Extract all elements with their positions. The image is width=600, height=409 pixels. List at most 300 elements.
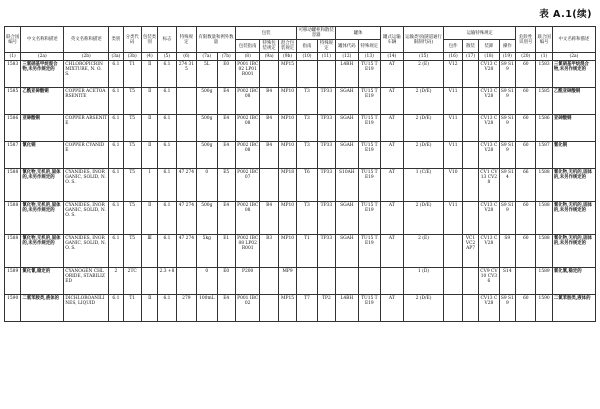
cell-packing-class: Ⅱ — [141, 115, 157, 142]
cell-un-no: 1588 — [536, 202, 552, 235]
cell-transport-category: 1 (C/E) — [403, 169, 444, 202]
cell-class: 2 — [109, 268, 123, 295]
cell-tank-code: L4BH — [336, 61, 358, 88]
header-hazard-id: 危险性识别号 — [516, 27, 536, 53]
cell-transport-category: 2 (E) — [403, 61, 444, 88]
header-mixed: 混合包装规定 — [278, 40, 296, 53]
cell-cn-name: 乙酰亚砷酸铜 — [21, 88, 64, 115]
cell-excepted-qty: E4 — [217, 115, 235, 142]
cell-cn-name: 乙酰亚砷酸铜 — [552, 88, 595, 115]
cell-special-loading: CV9 CV10 CV36 — [479, 268, 499, 295]
column-number-cell: (2a) — [552, 53, 595, 61]
cell-label: 6.1 — [158, 88, 176, 115]
cell-special-packages — [444, 295, 462, 322]
header-packing-class: 包装类别 — [141, 27, 157, 53]
cell-mixed-packing: MP10 — [278, 202, 296, 235]
cell-special-packages: V11 — [444, 88, 462, 115]
cell-vehicle: AT — [381, 142, 403, 169]
cell-tank-code: L4BH — [336, 295, 358, 322]
cell-packing-special: B4 — [260, 142, 278, 169]
cell-packing-instr: P002 IBC07 — [235, 169, 260, 202]
header-cn-name-2: 中文名称和描述 — [552, 27, 595, 53]
cell-portable-instr: T7 — [297, 295, 317, 322]
cell-special-packages: V12 — [444, 61, 462, 88]
cell-portable-instr: T3 — [297, 88, 317, 115]
column-number-row — [5, 53, 596, 61]
cell-class: 6.1 — [109, 115, 123, 142]
header-pt-special: 特殊规定 — [317, 40, 335, 53]
cell-special-packages — [444, 268, 462, 295]
cell-special-bulk — [462, 202, 478, 235]
cell-excepted-qty: E5 — [217, 169, 235, 202]
cell-special-provisions — [176, 88, 196, 115]
cell-packing-instr: P002 IBC08 LP02 R001 — [235, 235, 260, 268]
cell-special-loading: CV13 CV28 — [479, 115, 499, 142]
cell-label: 6.1 — [158, 202, 176, 235]
cell-un-no: 1586 — [536, 115, 552, 142]
cell-un-no: 1589 — [5, 268, 21, 295]
cell-class-code: T5 — [123, 88, 141, 115]
header-special: 特殊规定 — [176, 27, 196, 53]
cell-class: 6.1 — [109, 169, 123, 202]
column-number-cell: (16) — [444, 53, 462, 61]
cell-un-no: 1590 — [5, 295, 21, 322]
cell-transport-category: 2 (D/E) — [403, 142, 444, 169]
cell-class-code: 2TC — [123, 268, 141, 295]
cell-mixed-packing: MP9 — [278, 268, 296, 295]
header-ts-load: 装卸 — [479, 40, 499, 53]
cell-cn-name: 亚砷酸铜 — [21, 115, 64, 142]
cell-class-code: T5 — [123, 235, 141, 268]
cell-special-provisions — [176, 142, 196, 169]
cell-special-packages: V11 — [444, 202, 462, 235]
cell-un-no: 1588 — [536, 235, 552, 268]
cell-tank-code: SGAH — [336, 235, 358, 268]
cell-special-operation: S9 S19 — [499, 115, 515, 142]
cell-un-no: 1587 — [536, 142, 552, 169]
cell-packing-class: Ⅰ — [141, 169, 157, 202]
cell-cn-name: 氰化物,无机的,固体的,未另作规定的 — [21, 235, 64, 268]
column-number-cell: (1) — [536, 53, 552, 61]
cell-portable-special: TP33 — [317, 142, 335, 169]
cell-special-bulk — [462, 61, 478, 88]
column-number-cell: (8) — [235, 53, 260, 61]
cell-vehicle: AT — [381, 115, 403, 142]
cell-en-name: COPPER ACETOARSENITE — [64, 88, 109, 115]
cell-tank-special: TU15 TE19 — [358, 295, 381, 322]
cell-portable-instr: T6 — [297, 169, 317, 202]
cell-en-name: DICHLOROANILINES, LIQUID — [64, 295, 109, 322]
cell-limited-qty: 500g — [197, 88, 217, 115]
cell-limited-qty: 0 — [197, 268, 217, 295]
cell-un-no: 1583 — [5, 61, 21, 88]
cell-un-no: 1588 — [5, 169, 21, 202]
cell-en-name: CYANIDES, INORGANIC, SOLID, N. O. S. — [64, 202, 109, 235]
cell-packing-instr: P200 — [235, 268, 260, 295]
cell-mixed-packing: MP15 — [278, 61, 296, 88]
cell-special-loading: CV13 CV28 — [479, 142, 499, 169]
header-en-name: 英文名称和描述 — [64, 27, 109, 53]
cell-limited-qty: 500g — [197, 115, 217, 142]
header-pk-instr: 包装指南 — [235, 40, 260, 53]
table-row — [5, 61, 596, 88]
table-header — [5, 27, 596, 53]
cell-packing-instr: P001 IBC02 LP01 R001 — [235, 61, 260, 88]
cell-portable-instr: T3 — [297, 202, 317, 235]
column-number-cell: (12) — [336, 53, 358, 61]
cell-en-name: CYANIDES, INORGANIC, SOLID, N. O. S. — [64, 169, 109, 202]
cell-un-no: 1590 — [536, 295, 552, 322]
header-vehicle: 罐式运输车辆 — [381, 27, 403, 53]
cell-class-code: T5 — [123, 142, 141, 169]
cell-packing-class: Ⅱ — [141, 88, 157, 115]
cell-mixed-packing: MP10 — [278, 142, 296, 169]
cell-packing-class: Ⅱ — [141, 295, 157, 322]
cell-tank-code: S10AH — [336, 169, 358, 202]
cell-special-packages: V11 — [444, 142, 462, 169]
cell-label: 6.1 — [158, 115, 176, 142]
cell-packing-special — [260, 295, 278, 322]
cell-portable-instr: T3 — [297, 115, 317, 142]
header-limited-qty: 有限数量和例外数量 — [197, 27, 236, 53]
cell-special-bulk — [462, 169, 478, 202]
column-number-cell: (17) — [462, 53, 478, 61]
cell-transport-category: 2 (E) — [403, 235, 444, 268]
cell-tank-special — [358, 268, 381, 295]
cell-special-operation: S14 — [499, 268, 515, 295]
cell-cn-name: 氯化氰,稳定的 — [21, 268, 64, 295]
cell-special-provisions: 279 — [176, 295, 196, 322]
cell-tank-code: SGAH — [336, 115, 358, 142]
cell-packing-instr: P002 IBC08 — [235, 142, 260, 169]
cell-special-bulk — [462, 142, 478, 169]
cell-hazard-id: 60 — [516, 235, 536, 268]
header-label: 标志 — [158, 27, 176, 53]
cell-special-provisions: 47 274 — [176, 169, 196, 202]
cell-packing-instr: P002 IBC08 — [235, 115, 260, 142]
cell-excepted-qty: E0 — [217, 268, 235, 295]
column-number-cell: (15) — [403, 53, 444, 61]
cell-packing-class — [141, 268, 157, 295]
cell-tank-code: SGAH — [336, 142, 358, 169]
cell-un-no: 1588 — [5, 235, 21, 268]
cell-label: 6.1 — [158, 169, 176, 202]
cell-tank-special: TU15 TE19 — [358, 61, 381, 88]
cell-label: 6.1 — [158, 295, 176, 322]
cell-tank-code — [336, 268, 358, 295]
cell-special-packages: V10 — [444, 169, 462, 202]
column-number-cell: (11) — [317, 53, 335, 61]
cell-limited-qty: 5kg — [197, 235, 217, 268]
cell-packing-class: Ⅱ — [141, 202, 157, 235]
cell-special-loading: CV13 CV28 — [479, 295, 499, 322]
table-title: 表 A.1(续) — [539, 9, 592, 20]
header-cn-name: 中文名称和描述 — [21, 27, 64, 53]
cell-class: 6.1 — [109, 61, 123, 88]
cell-excepted-qty: E4 — [217, 142, 235, 169]
cell-portable-instr — [297, 61, 317, 88]
header-pk-special: 特殊包装规定 — [260, 40, 278, 53]
cell-un-no: 1585 — [5, 88, 21, 115]
column-number-cell: (1) — [5, 53, 21, 61]
cell-mixed-packing: MP18 — [278, 169, 296, 202]
cell-packing-class: Ⅲ — [141, 235, 157, 268]
cell-excepted-qty: E0 — [217, 61, 235, 88]
cell-en-name: CYANIDES, INORGANIC, SOLID, N. O. S. — [64, 235, 109, 268]
header-class: 类别 — [109, 27, 123, 53]
column-number-cell: (3b) — [123, 53, 141, 61]
cell-packing-special: B3 — [260, 235, 278, 268]
cell-portable-special: TP33 — [317, 169, 335, 202]
cell-cn-name: 氯化氰,稳定的 — [552, 268, 595, 295]
cell-tank-code: SGAH — [336, 202, 358, 235]
cell-un-no: 1589 — [536, 268, 552, 295]
cell-excepted-qty: E1 — [217, 235, 235, 268]
cell-cn-name: 氰化铜 — [552, 142, 595, 169]
cell-packing-instr: P001 IBC02 — [235, 295, 260, 322]
cell-mixed-packing: MP15 — [278, 295, 296, 322]
cell-excepted-qty: E4 — [217, 202, 235, 235]
cell-special-loading: CV13 CV28 — [479, 61, 499, 88]
table-row — [5, 268, 596, 295]
cell-portable-special — [317, 61, 335, 88]
cell-packing-special: B4 — [260, 115, 278, 142]
cell-cn-name: 氰化物,无机的,固体的,未另作规定的 — [552, 169, 595, 202]
cell-tank-special: TU15 TE19 — [358, 115, 381, 142]
table-row — [5, 295, 596, 322]
cell-excepted-qty: E4 — [217, 295, 235, 322]
cell-vehicle: AT — [381, 202, 403, 235]
table-row — [5, 115, 596, 142]
cell-special-loading: CV1 CV13 CV28 — [479, 169, 499, 202]
cell-portable-instr: T3 — [297, 142, 317, 169]
cell-class: 6.1 — [109, 295, 123, 322]
cell-class-code: T5 — [123, 202, 141, 235]
cell-special-packages — [444, 235, 462, 268]
cell-special-operation: S9 S19 — [499, 142, 515, 169]
cell-portable-special: TP2 — [317, 295, 335, 322]
column-number-cell: (2a) — [21, 53, 64, 61]
cell-cn-name: 三氯硝基甲烷混合物,未另作规定的 — [21, 61, 64, 88]
table-row — [5, 202, 596, 235]
cell-special-bulk — [462, 115, 478, 142]
cell-class-code: T5 — [123, 115, 141, 142]
cell-cn-name: 三氯硝基甲烷混合物,未另作规定的 — [552, 61, 595, 88]
header-portable-group: 可移动罐柜和散装容器 — [298, 28, 334, 38]
cell-special-packages: V11 — [444, 115, 462, 142]
column-number-cell: (6) — [176, 53, 196, 61]
cell-hazard-id: 66 — [516, 169, 536, 202]
header-un-no: 联合国编号 — [5, 27, 21, 53]
cell-special-operation: S9 S19 — [499, 61, 515, 88]
cell-un-no: 1583 — [536, 61, 552, 88]
cell-cn-name: 亚砷酸铜 — [552, 115, 595, 142]
cell-class-code: T5 — [123, 169, 141, 202]
cell-mixed-packing: MP10 — [278, 88, 296, 115]
table-row — [5, 169, 596, 202]
cell-hazard-id: 60 — [516, 115, 536, 142]
cell-hazard-id: 60 — [516, 202, 536, 235]
header-ts-pkg: 包件 — [444, 40, 462, 53]
column-number-cell: (2b) — [64, 53, 109, 61]
cell-en-name: CYANOGEN CHLORIDE, STABILIZED — [64, 268, 109, 295]
cell-hazard-id: 60 — [516, 61, 536, 88]
cell-packing-special: B4 — [260, 202, 278, 235]
column-number-cell: (7b) — [217, 53, 235, 61]
cell-portable-instr: T1 — [297, 235, 317, 268]
cell-special-operation: S9 S19 — [499, 202, 515, 235]
column-number-cell: (18) — [479, 53, 499, 61]
cell-packing-special — [260, 268, 278, 295]
cell-special-provisions — [176, 268, 196, 295]
cell-label: 2.3 +8 — [158, 268, 176, 295]
column-number-cell: (4) — [141, 53, 157, 61]
cell-vehicle: AT — [381, 88, 403, 115]
column-number-cell: (3a) — [109, 53, 123, 61]
cell-special-loading: CV13 CV28 — [479, 202, 499, 235]
header-pt-instr: 指南 — [297, 40, 317, 53]
cell-packing-special: B4 — [260, 88, 278, 115]
cell-packing-special — [260, 169, 278, 202]
table-row — [5, 88, 596, 115]
header-tank-code: 罐体代码 — [336, 40, 358, 53]
cell-special-provisions: 47 274 — [176, 202, 196, 235]
cell-label: 6.1 — [158, 235, 176, 268]
cell-transport-category: 1 (D) — [403, 268, 444, 295]
cell-class-code: T1 — [123, 61, 141, 88]
cell-excepted-qty: E4 — [217, 88, 235, 115]
cell-cn-name: 氰化物,无机的,固体的,未另作规定的 — [21, 169, 64, 202]
cell-cn-name: 二氯苯胺类,液体的 — [21, 295, 64, 322]
cell-special-loading: CV13 CV28 — [479, 88, 499, 115]
column-number-cell: (20) — [516, 53, 536, 61]
cell-cn-name: 氰化物,无机的,固体的,未另作规定的 — [21, 202, 64, 235]
cell-special-operation: S9 S14 — [499, 169, 515, 202]
column-number-cell: (9a) — [260, 53, 278, 61]
cell-vehicle — [381, 268, 403, 295]
cell-vehicle: AT — [381, 295, 403, 322]
cell-vehicle: AT — [381, 169, 403, 202]
table-row — [5, 142, 596, 169]
cell-tank-code: SGAH — [336, 88, 358, 115]
cell-transport-category: 2 (D/E) — [403, 88, 444, 115]
header-transport-cat: 运输类别(隧道通行限制代码) — [403, 27, 444, 53]
cell-packing-instr: P002 IBC08 — [235, 202, 260, 235]
column-number-cell: (5) — [158, 53, 176, 61]
cell-un-no: 1586 — [5, 115, 21, 142]
cell-cn-name: 氰化铜 — [21, 142, 64, 169]
cell-special-provisions — [176, 115, 196, 142]
cell-special-operation: S9 — [499, 235, 515, 268]
cell-special-operation: S9 S19 — [499, 88, 515, 115]
header-tank-special: 特殊规定 — [358, 40, 381, 53]
cell-special-provisions: 274 315 — [176, 61, 196, 88]
cell-cn-name: 氰化物,无机的,固体的,未另作规定的 — [552, 235, 595, 268]
dangerous-goods-table — [4, 26, 596, 322]
cell-packing-special — [260, 61, 278, 88]
header-tank-group: 罐体 — [336, 27, 381, 40]
cell-en-name: CHLOROPICRIN MIXTURE, N. O. S. — [64, 61, 109, 88]
column-number-cell: (9b) — [278, 53, 296, 61]
cell-portable-special — [317, 268, 335, 295]
cell-en-name: COPPER ARSENITE — [64, 115, 109, 142]
cell-un-no: 1587 — [5, 142, 21, 169]
cell-class: 6.1 — [109, 235, 123, 268]
cell-vehicle: AT — [381, 235, 403, 268]
cell-special-operation: S9 S19 — [499, 295, 515, 322]
header-un-no-2: 联合国编号 — [536, 27, 552, 53]
cell-special-bulk — [462, 268, 478, 295]
cell-class: 6.1 — [109, 202, 123, 235]
column-number-cell: (7a) — [197, 53, 217, 61]
cell-portable-instr — [297, 268, 317, 295]
cell-class-code: T1 — [123, 295, 141, 322]
cell-en-name: COPPER CYANIDE — [64, 142, 109, 169]
cell-cn-name: 氰化物,无机的,固体的,未另作规定的 — [552, 202, 595, 235]
header-packing-group: 包装 — [235, 27, 296, 40]
cell-portable-special: TP33 — [317, 235, 335, 268]
column-number-cell: (10) — [297, 53, 317, 61]
cell-limited-qty: 500g — [197, 202, 217, 235]
cell-packing-instr: P002 IBC08 — [235, 88, 260, 115]
cell-cn-name: 二氯苯胺类,液体的 — [552, 295, 595, 322]
cell-mixed-packing: MP10 — [278, 115, 296, 142]
cell-tank-special: TU15 TE19 — [358, 169, 381, 202]
cell-special-loading: CV13 CV28 — [479, 235, 499, 268]
cell-mixed-packing: MP10 — [278, 235, 296, 268]
cell-tank-special: TU15 TE19 — [358, 202, 381, 235]
column-number-cell: (14) — [381, 53, 403, 61]
cell-transport-category: 2 (D/E) — [403, 295, 444, 322]
cell-special-bulk — [462, 295, 478, 322]
header-transport-special: 运输特殊规定 — [444, 27, 516, 40]
cell-limited-qty: 0 — [197, 169, 217, 202]
header-ts-bulk: 散装 — [462, 40, 478, 53]
cell-portable-special: TP33 — [317, 115, 335, 142]
cell-label: 6.1 — [158, 61, 176, 88]
column-number-cell: (19) — [499, 53, 515, 61]
column-number-cell: (13) — [358, 53, 381, 61]
cell-hazard-id — [516, 268, 536, 295]
cell-hazard-id: 60 — [516, 295, 536, 322]
cell-limited-qty: 5L — [197, 61, 217, 88]
cell-special-bulk — [462, 88, 478, 115]
header-ts-op: 操作 — [499, 40, 515, 53]
cell-tank-special: TU15 TE19 — [358, 235, 381, 268]
cell-label: 6.1 — [158, 142, 176, 169]
header-class-code: 分类代码 — [123, 27, 141, 53]
cell-class: 6.1 — [109, 88, 123, 115]
cell-un-no: 1585 — [536, 88, 552, 115]
cell-un-no: 1588 — [536, 169, 552, 202]
cell-portable-special: TP33 — [317, 88, 335, 115]
cell-special-bulk: VC1 VC2 AP7 — [462, 235, 478, 268]
cell-transport-category: 2 (D/E) — [403, 202, 444, 235]
cell-portable-special: TP33 — [317, 202, 335, 235]
cell-hazard-id: 60 — [516, 88, 536, 115]
cell-vehicle: AT — [381, 61, 403, 88]
cell-tank-special: TU15 TE19 — [358, 142, 381, 169]
cell-tank-special: TU15 TE19 — [358, 88, 381, 115]
cell-transport-category: 2 (D/E) — [403, 115, 444, 142]
cell-hazard-id: 60 — [516, 142, 536, 169]
cell-class: 6.1 — [109, 142, 123, 169]
cell-packing-class: Ⅱ — [141, 142, 157, 169]
cell-limited-qty: 100mL — [197, 295, 217, 322]
cell-packing-class: Ⅱ — [141, 61, 157, 88]
table-body — [5, 53, 596, 322]
cell-special-provisions: 47 274 — [176, 235, 196, 268]
